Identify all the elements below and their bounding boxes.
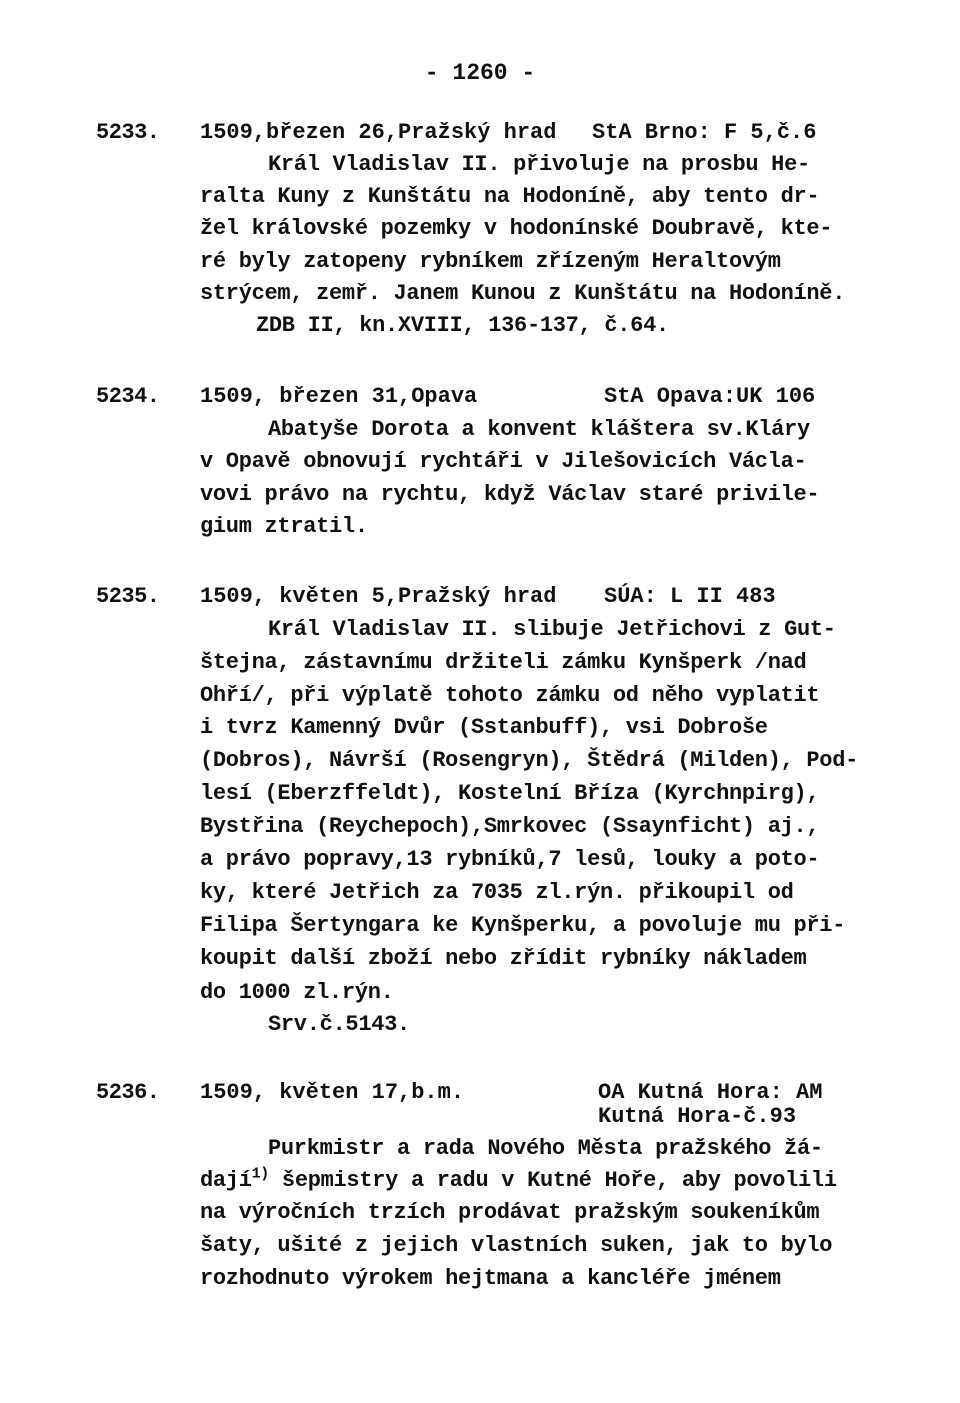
- entry-text-line: koupit další zboží nebo zřídit rybníky nákladem: [200, 946, 807, 971]
- entry-text-line: i tvrz Kamenný Dvůr (Sstanbuff), vsi Dobroše: [200, 715, 768, 740]
- entry-text-line: strýcem, zemř. Janem Kunou z Kunštátu na Hodoníně.: [200, 281, 846, 306]
- entry-date: 1509,březen 26,Pražský hrad: [200, 120, 557, 145]
- entry-text-line: Ohří/, při výplatě tohoto zámku od něho vyplatit: [200, 683, 820, 708]
- entry-text-line: šaty, ušité z jejich vlastních suken, jak to bylo: [200, 1233, 833, 1258]
- entry-number: 5235.: [96, 584, 160, 609]
- entry-text-line: Bystřina (Reychepoch),Smrkovec (Ssaynficht) aj.,: [200, 814, 820, 839]
- entry-text-line: na výročních trzích prodávat pražským soukeníkům: [200, 1200, 820, 1225]
- entry-text-line: vovi právo na rychtu, když Václav staré privile-: [200, 482, 820, 507]
- entry-date: 1509, květen 5,Pražský hrad: [200, 584, 557, 609]
- entry-text-line: [200, 1165, 837, 1194]
- entry-text-fragment: šepmistry a radu v Kutné Hoře, aby povolili: [281, 1168, 837, 1193]
- entry-archive: StA Opava:UK 106: [604, 384, 816, 409]
- entry-number: 5234.: [96, 384, 160, 409]
- entry-text-line: ré byly zatopeny rybníkem zřízeným Heraltovým: [200, 249, 781, 274]
- entry-number: 5233.: [96, 120, 160, 145]
- entry-date: 1509, květen 17,b.m.: [200, 1080, 465, 1105]
- entry-text-line: do 1000 zl.rýn.: [200, 980, 394, 1005]
- entry-reference: Srv.č.5143.: [268, 1012, 410, 1037]
- entry-date: 1509, březen 31,Opava: [200, 384, 478, 409]
- entry-text-line: Král Vladislav II. slibuje Jetřichovi z Gut-: [268, 617, 836, 642]
- entry-text-line: ky, které Jetřich za 7035 zl.rýn. přikoupil od: [200, 880, 794, 905]
- entry-text-line: lesí (Eberzffeldt), Kostelní Bříza (Kyrchnpirg),: [200, 781, 820, 806]
- entry-text-line: Abatyše Dorota a konvent kláštera sv.Kláry: [268, 417, 810, 442]
- entry-text-line: v Opavě obnovují rychtáři v Jilešovicích Václa-: [200, 449, 807, 474]
- entry-reference: ZDB II, kn.XVIII, 136-137, č.64.: [256, 313, 669, 338]
- entry-text-line: Purkmistr a rada Nového Města pražského žá-: [268, 1136, 823, 1161]
- entry-text-line: Král Vladislav II. přivoluje na prosbu He-: [268, 152, 810, 177]
- footnote-marker: 1): [251, 1165, 270, 1183]
- entry-text-line: a právo popravy,13 rybníků,7 lesů, louky a poto-: [200, 847, 820, 872]
- page-number: - 1260 -: [424, 60, 536, 86]
- entry-archive: SÚA: L II 483: [604, 584, 776, 609]
- entry-archive: StA Brno: F 5,č.6: [592, 120, 817, 145]
- entry-text-line: (Dobros), Návrší (Rosengryn), Štědrá (Milden), Pod-: [200, 748, 859, 773]
- entry-archive: OA Kutná Hora: AM: [598, 1080, 823, 1105]
- entry-text-line: žel královské pozemky v hodonínské Doubravě, kte-: [200, 216, 833, 241]
- entry-text-line: ralta Kuny z Kunštátu na Hodoníně, aby tento dr-: [200, 184, 820, 209]
- entry-archive-continued: Kutná Hora-č.93: [598, 1104, 797, 1129]
- entry-number: 5236.: [96, 1080, 160, 1105]
- entry-text-line: gium ztratil.: [200, 514, 368, 539]
- entry-text-line: štejna, zástavnímu držiteli zámku Kynšperk /nad: [200, 650, 807, 675]
- entry-text-fragment: dají: [200, 1168, 252, 1193]
- entry-text-line: rozhodnuto výrokem hejtmana a kancléře jménem: [200, 1266, 781, 1291]
- entry-text-line: Filipa Šertyngara ke Kynšperku, a povoluje mu při-: [200, 913, 846, 938]
